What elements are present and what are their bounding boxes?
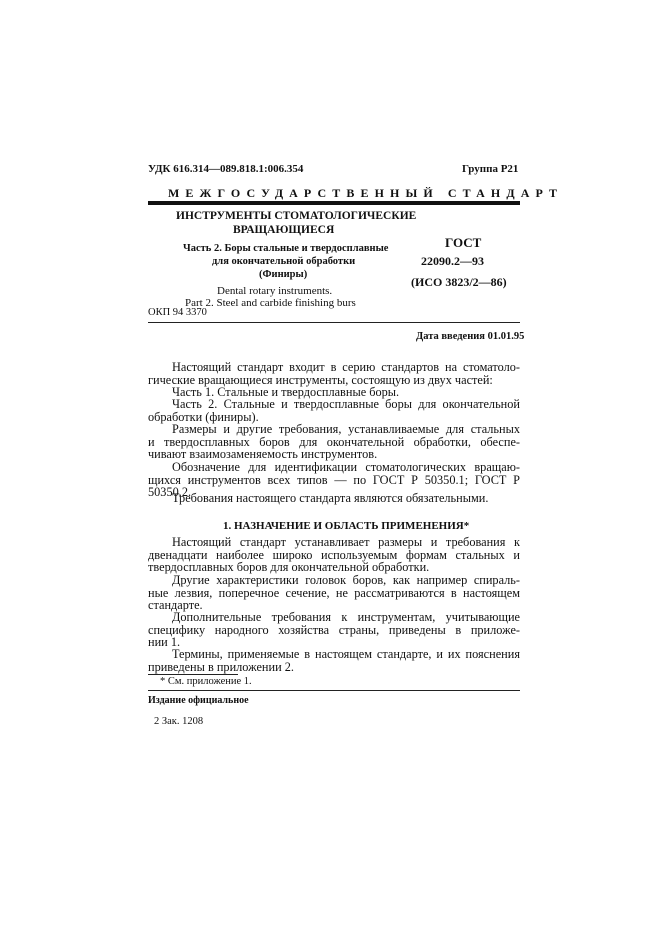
text-line: 50350.2. <box>148 485 192 500</box>
footnote: * См. приложение 1. <box>160 676 252 687</box>
text-line: Размеры и другие требования, устанавливаемые для стальных <box>172 422 520 436</box>
interstate-standard-banner: МЕЖГОСУДАРСТВЕННЫЙ СТАНДАРТ <box>168 186 564 200</box>
section-1-paragraph-4 <box>148 648 520 673</box>
text-line: и твердосплавных боров для окончательной обработки, обеспе- <box>148 434 520 449</box>
text-line: чивают взаимозаменяемость инструментов. <box>148 447 378 462</box>
text-line: двенадцати наиболее широко используемым формам стальных и <box>148 547 520 562</box>
order-number: 2 Зак. 1208 <box>154 716 204 727</box>
group-code: Группа Р21 <box>462 163 519 175</box>
text-line: щихся инструментов всех типов — по ГОСТ Р 50350.1; ГОСТ Р <box>148 472 520 487</box>
intro-paragraph-6 <box>172 492 488 505</box>
title-block-rule <box>148 322 520 323</box>
text-line: Другие характеристики головок боров, как например спираль- <box>172 573 520 587</box>
introduction-date: Дата введения 01.01.95 <box>416 331 525 342</box>
text-line: обработки (финиры). <box>148 409 259 424</box>
text-line: гические вращающиеся инструменты, состоящую из двух частей: <box>148 372 493 387</box>
official-edition-label: Издание официальное <box>148 695 249 706</box>
part-title-line1: Часть 2. Боры стальные и твердосплавные <box>183 243 389 254</box>
text-line: Настоящий стандарт устанавливает размеры и требования к <box>172 535 520 549</box>
footer-rule <box>148 690 520 691</box>
text-line: Термины, применяемые в настоящем стандарте, и их пояснения <box>172 647 520 661</box>
text-line: Требования настоящего стандарта являются обязательными. <box>172 491 489 505</box>
text-line: стандарте. <box>148 598 203 613</box>
intro-paragraph-4 <box>148 423 520 461</box>
text-line: Часть 2. Стальные и твердосплавные боры для окончательной <box>172 397 520 411</box>
part-title-line3: (Финиры) <box>259 269 308 280</box>
footnote-rule <box>148 674 238 675</box>
section-1-paragraph-1 <box>148 536 520 574</box>
text-line: Часть 1. Стальные и твердосплавные боры. <box>172 385 400 399</box>
intro-paragraph-1 <box>148 361 520 386</box>
udk-code: УДК 616.314—089.818.1:006.354 <box>148 163 304 175</box>
header-rule <box>148 201 520 205</box>
text-line: ные лезвия, поперечное сечение, не рассматриваются в настоящем <box>148 585 520 600</box>
document-title-line1: ИНСТРУМЕНТЫ СТОМАТОЛОГИЧЕСКИЕ <box>176 210 417 222</box>
english-title-line1: Dental rotary instruments. <box>217 285 333 297</box>
document-title-line2: ВРАЩАЮЩИЕСЯ <box>233 224 335 236</box>
section-1-heading: 1. НАЗНАЧЕНИЕ И ОБЛАСТЬ ПРИМЕНЕНИЯ* <box>223 520 470 532</box>
text-line: специфику народного хозяйства страны, приведены в приложе- <box>148 622 520 637</box>
text-line: твердосплавных боров для окончательной обработки. <box>148 560 430 575</box>
text-line: Обозначение для идентификации стоматологических вращаю- <box>172 460 520 474</box>
text-line: Настоящий стандарт входит в серию стандартов на стоматоло- <box>172 360 520 374</box>
gost-label: ГОСТ <box>445 235 482 250</box>
intro-paragraph-3 <box>148 398 520 423</box>
section-1-paragraph-2 <box>148 574 520 612</box>
iso-number: (ИСО 3823/2—86) <box>411 275 507 289</box>
text-line: Дополнительные требования к инструментам, учитывающие <box>172 610 520 624</box>
part-title-line2: для окончательной обработки <box>212 256 356 267</box>
section-1-paragraph-3 <box>148 611 520 649</box>
gost-number: 22090.2—93 <box>421 254 484 268</box>
text-line: нии 1. <box>148 635 181 650</box>
okp-code: ОКП 94 3370 <box>148 307 207 318</box>
english-title-line2: Part 2. Steel and carbide finishing burs <box>185 297 356 309</box>
text-line: приведены в приложении 2. <box>148 659 294 674</box>
